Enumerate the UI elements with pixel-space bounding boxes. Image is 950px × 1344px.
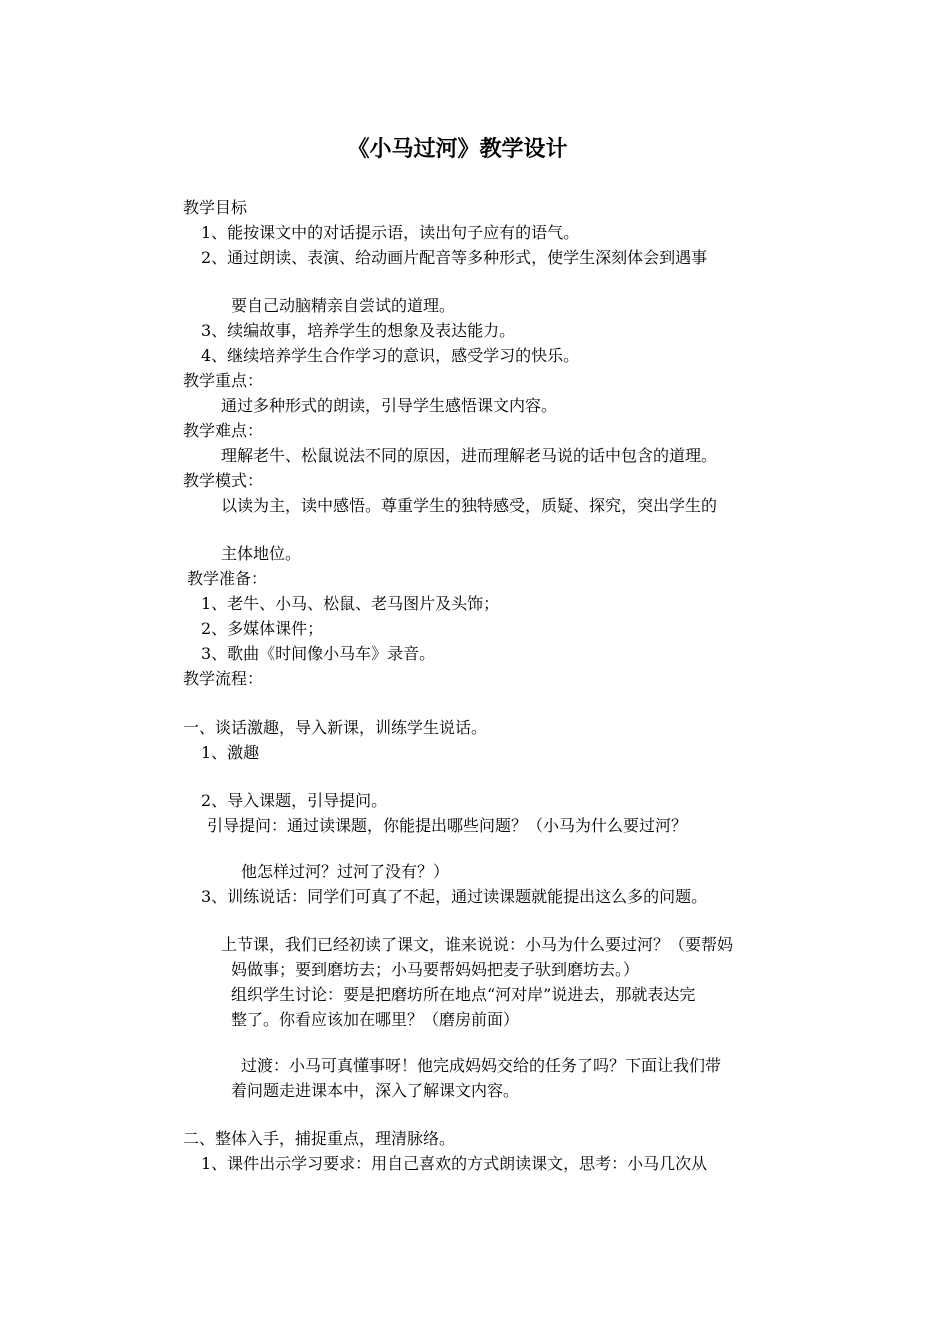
mode-text: 以读为主，读中感悟。尊重学生的独特感受，质疑、探究，突出学生的 (221, 496, 718, 515)
difficulties-text: 理解老牛、松鼠说法不同的原因，进而理解老马说的话中包含的道理。 (221, 446, 718, 465)
process-text-continued: 他怎样过河？过河了没有？） (241, 862, 450, 881)
preparation-item: 2、多媒体课件； (201, 619, 324, 638)
process-substep: 1、课件出示学习要求：用自己喜欢的方式朗读课文，思考：小马几次从 (201, 1154, 708, 1173)
section-heading-mode: 教学模式： (183, 471, 264, 490)
section-heading-difficulties: 教学难点： (183, 421, 264, 440)
objective-item: 2、通过朗读、表演、给动画片配音等多种形式，使学生深刻体会到遇事 (201, 248, 708, 267)
objective-item: 1、能按课文中的对话提示语，读出句子应有的语气。 (201, 223, 580, 242)
process-step-heading: 一、谈话激趣，导入新课，训练学生说话。 (183, 718, 488, 737)
process-substep: 3、训练说话：同学们可真了不起，通过读课题就能提出这么多的问题。 (201, 887, 708, 906)
objective-item: 4、继续培养学生合作学习的意识，感受学习的快乐。 (201, 346, 580, 365)
process-text: 上节课，我们已经初读了课文，谁来说说：小马为什么要过河？（要帮妈 (221, 935, 734, 954)
process-step-heading: 二、整体入手，捕捉重点，理清脉络。 (183, 1129, 456, 1148)
process-text-continued: 着问题走进课本中，深入了解课文内容。 (231, 1081, 520, 1100)
section-heading-preparation: 教学准备： (187, 569, 268, 588)
process-text: 引导提问：通过读课题，你能提出哪些问题？（小马为什么要过河？ (207, 816, 688, 835)
process-text-continued: 整了。你看应该加在哪里？（磨房前面） (231, 1010, 520, 1029)
section-heading-process: 教学流程： (183, 669, 264, 688)
process-substep: 2、导入课题，引导提问。 (201, 791, 388, 810)
objective-item: 3、续编故事，培养学生的想象及表达能力。 (201, 321, 516, 340)
preparation-item: 1、老牛、小马、松鼠、老马图片及头饰； (201, 594, 500, 613)
preparation-item: 3、歌曲《时间像小马车》录音。 (201, 644, 436, 663)
section-heading-objectives: 教学目标 (183, 198, 248, 217)
process-substep: 1、激趣 (201, 743, 260, 762)
document-title: 《小马过河》教学设计 (347, 136, 568, 162)
process-text: 过渡：小马可真懂事呀！他完成妈妈交给的任务了吗？下面让我们带 (241, 1056, 722, 1075)
key-points-text: 通过多种形式的朗读，引导学生感悟课文内容。 (221, 396, 558, 415)
objective-item-continued: 要自己动脑精亲自尝试的道理。 (231, 296, 456, 315)
section-heading-key-points: 教学重点： (183, 371, 264, 390)
process-text: 组织学生讨论：要是把磨坊所在地点“河对岸”说进去，那就表达完 (231, 985, 696, 1004)
mode-text-continued: 主体地位。 (221, 544, 302, 563)
process-text-continued: 妈做事；要到磨坊去；小马要帮妈妈把麦子驮到磨坊去。） (231, 960, 640, 979)
